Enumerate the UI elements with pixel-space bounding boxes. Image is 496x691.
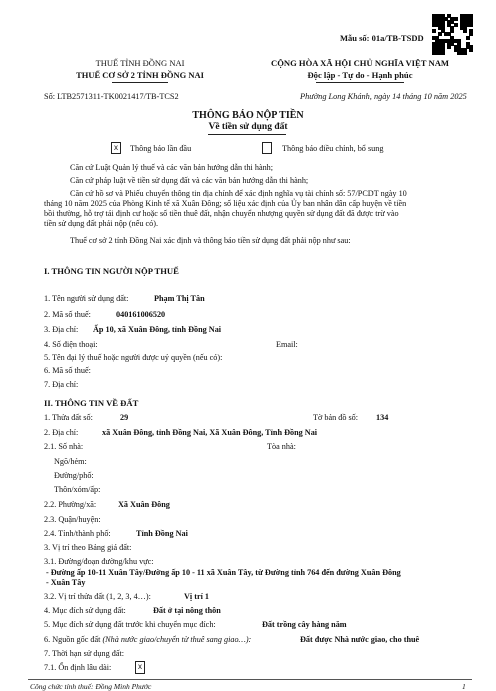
section-taxpayer-heading: I. THÔNG TIN NGƯỜI NỘP THUẾ [44, 266, 179, 276]
house-number-label: 2.1. Số nhà: [44, 442, 84, 451]
origin-hint: (Nhà nước giao/chuyển từ thuê sang giao…): [102, 635, 252, 644]
road-value-line2: - Xuân Tây [46, 578, 86, 587]
alley-label: Ngõ/hẻm: [54, 457, 87, 466]
qr-module [466, 36, 470, 40]
previous-purpose-value: Đất trồng cây hàng năm [262, 620, 347, 629]
issue-date: Phường Long Khánh, ngày 14 tháng 10 năm 2025 [300, 92, 467, 101]
agent-address-label: 7. Địa chỉ: [44, 380, 79, 389]
qr-module [463, 51, 467, 55]
road-value-line1: - Đường ấp 10-11 Xuân Tây/Đường ấp 10 - 11 xã Xuân Tây, từ Đường tỉnh 764 đến đường Xuân Đông [46, 568, 401, 577]
user-address-label: 3. Địa chỉ: [44, 325, 79, 334]
agent-name-label: 5. Tên đại lý thuế hoặc người được uỷ quyền (nếu có): [44, 353, 223, 362]
national-motto: Độc lập - Tự do - Hạnh phúc [307, 70, 413, 80]
actual-position-label: 3.2. Vị trí thửa đất (1, 2, 3, 4…): [44, 592, 151, 601]
purpose-value: Đất ở tại nông thôn [153, 606, 221, 615]
tax-code-label: 2. Mã số thuế: [44, 310, 91, 319]
basis-land-law: Căn cứ pháp luật về tiền sử dụng đất và các văn bản hướng dẫn thi hành; [70, 176, 309, 185]
adjust-notice-checkbox[interactable] [262, 142, 272, 154]
tax-officer: Công chức tính thuế: Đồng Minh Phước [30, 682, 152, 691]
parcel-label: 1. Thửa đất số: [44, 413, 93, 422]
issuer-underline [112, 82, 168, 83]
ward-label: 2.2. Phường/xã: [44, 500, 97, 509]
user-name-label: 1. Tên người sử dụng đất: [44, 294, 129, 303]
basis-tax-law: Căn cứ Luật Quản lý thuế và các văn bản hướng dẫn thi hành; [70, 163, 274, 172]
previous-purpose-label: 5. Mục đích sử dụng đất trước khi chuyển mục đích: [44, 620, 216, 629]
email-label: Email: [276, 340, 298, 349]
first-notice-label: Thông báo lần đầu [130, 144, 192, 153]
user-address-value: Ấp 10, xã Xuân Đông, tỉnh Đồng Nai [93, 325, 222, 334]
origin-label-text: 6. Nguồn gốc đất [44, 635, 101, 644]
province-label: 2.4. Tỉnh/thành phố: [44, 529, 111, 538]
qr-module [469, 48, 473, 52]
title-underline [208, 134, 286, 135]
motto-underline [316, 82, 404, 83]
qr-module [441, 51, 445, 55]
street-label: Đường/phố: [54, 471, 94, 480]
qr-module [463, 29, 467, 33]
basis-dossier-l3: bồi thường, hỗ trợ tái định cư hoặc số tiền thuê đất, nhận chuyển nhượng quyền sử dụng đất đã được trừ vào [44, 209, 399, 218]
district-label: 2.3. Quận/huyện: [44, 515, 101, 524]
tax-code-value: 040161006520 [116, 310, 166, 319]
origin-value: Đất được Nhà nước giao, cho thuê [300, 635, 420, 644]
basis-dossier-l4: tiền sử dụng đất phải nộp (nếu có). [44, 219, 159, 228]
page-number: 1 [462, 682, 466, 691]
origin-label [44, 635, 251, 645]
land-address-value: xã Xuân Đông, tỉnh Đồng Nai, Xã Xuân Đông, Tỉnh Đồng Nai [102, 428, 318, 437]
footer-divider [28, 679, 472, 680]
notice-title: THÔNG BÁO NỘP TIỀN [192, 110, 304, 121]
map-sheet-label: Tờ bản đồ số: [313, 413, 359, 422]
actual-position-value: Vị trí 1 [184, 592, 210, 601]
qr-code-icon [432, 14, 472, 54]
basis-conclusion: Thuế cơ sở 2 tỉnh Đồng Nai xác định và thông báo tiền sử dụng đất phải nộp như sau: [70, 236, 351, 245]
agent-tax-code-label: 6. Mã số thuế: [44, 366, 91, 375]
map-sheet-value: 134 [376, 413, 389, 422]
land-term-label: 7. Thời hạn sử dụng đất: [44, 649, 125, 658]
parcel-value: 29 [120, 413, 129, 422]
stable-term-label: 7.1. Ổn định lâu dài: [44, 663, 112, 672]
national-title: CỘNG HÒA XÃ HỘI CHỦ NGHĨA VIỆT NAM [270, 58, 450, 68]
document-number: Số: LTB2571311-TK0021417/TB-TCS2 [44, 92, 179, 101]
purpose-label: 4. Mục đích sử dụng đất: [44, 606, 126, 615]
form-number: Mẫu số: 01a/TB-TSDD [340, 33, 424, 43]
phone-label: 4. Số điện thoại: [44, 340, 98, 349]
first-notice-checkbox[interactable]: x [111, 142, 121, 154]
land-address-label: 2. Địa chỉ: [44, 428, 79, 437]
user-name-value: Phạm Thị Tân [154, 294, 205, 303]
issuer-name: THUẾ CƠ SỞ 2 TỈNH ĐỒNG NAI [76, 70, 204, 80]
adjust-notice-label: Thông báo điều chỉnh, bổ sung [282, 144, 384, 153]
price-position-label: 3. Vị trí theo Bảng giá đất: [44, 543, 132, 552]
hamlet-label: Thôn/xóm/ấp: [54, 485, 101, 494]
qr-module [469, 23, 473, 27]
qr-module [447, 45, 451, 49]
road-label: 3.1. Đường/đoạn đường/khu vực: [44, 557, 154, 566]
stable-term-checkbox[interactable]: x [135, 661, 145, 674]
basis-dossier-l2: tháng 10 năm 2025 của Phòng Kinh tế xã Xuân Đông; số liệu xác định của Ủy ban nhân dân cấp huyện về tiền [44, 199, 407, 208]
qr-module [432, 29, 436, 33]
building-label: Tòa nhà: [267, 442, 296, 451]
section-land-heading: II. THÔNG TIN VỀ ĐẤT [44, 398, 139, 408]
basis-dossier-l1: Căn cứ hồ sơ và Phiếu chuyển thông tin địa chính để xác định nghĩa vụ tài chính số: 57/PCDT ngày 10 [70, 189, 407, 198]
issuer-parent: THUẾ TỈNH ĐỒNG NAI [95, 58, 185, 68]
ward-value: Xã Xuân Đông [118, 500, 170, 509]
province-value: Tỉnh Đồng Nai [136, 529, 188, 538]
notice-subtitle: Về tiền sử dụng đất [208, 122, 288, 132]
